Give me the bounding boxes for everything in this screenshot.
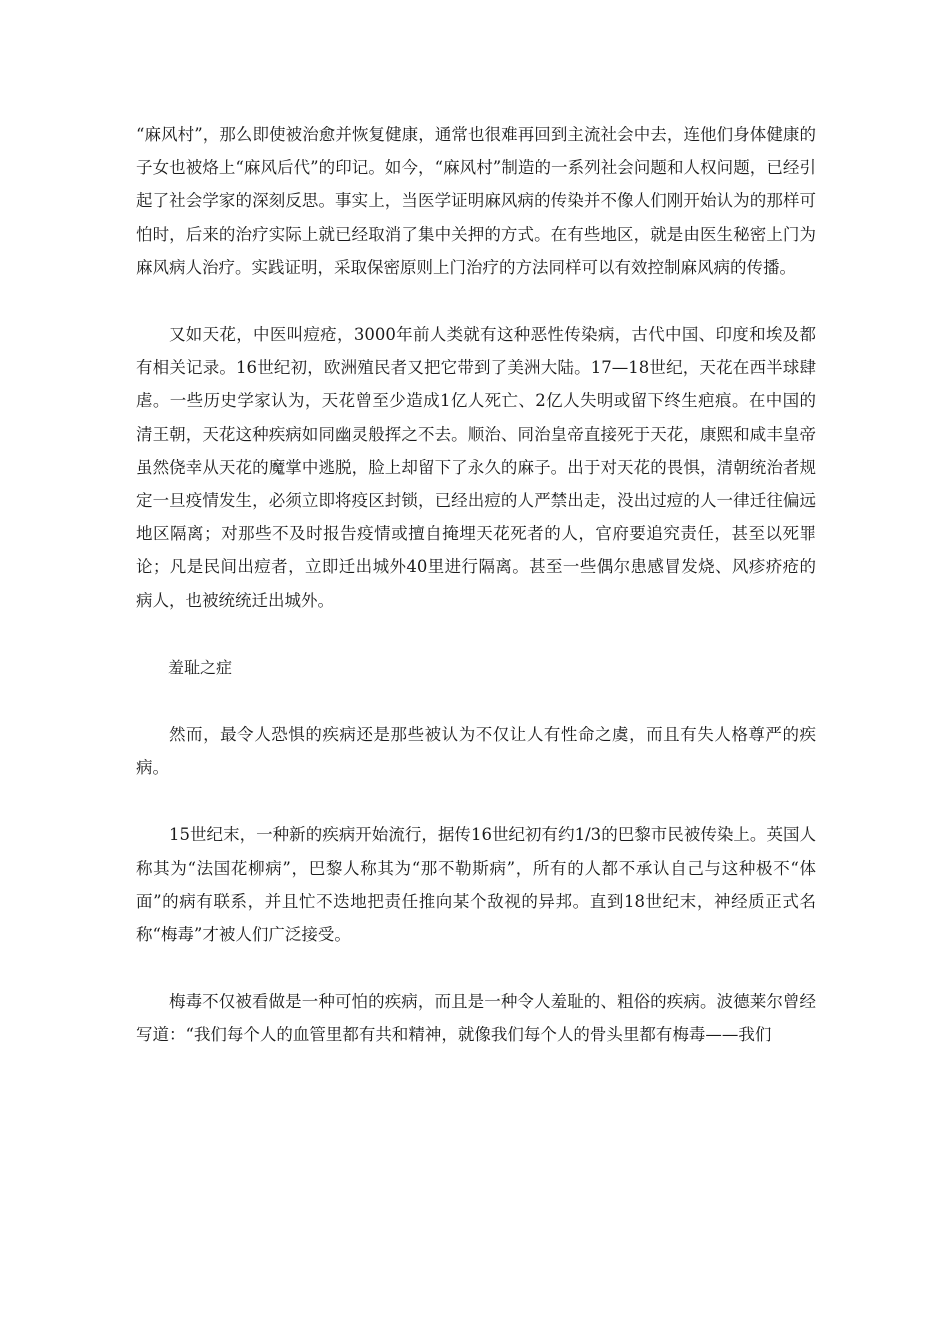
paragraph-smallpox: 又如天花，中医叫痘疮，3000年前人类就有这种恶性传染病，古代中国、印度和埃及都有相关记录。16世纪初，欧洲殖民者又把它带到了美洲大陆。17—18世纪，天花在西半球肆虐。一些历史学家认为，天花曾至少造成1亿人死亡、2亿人失明或留下终生疤痕。在中国的清王朝，天花这种疾病如同幽灵般挥之不去。顺治、同治皇帝直接死于天花，康熙和咸丰皇帝虽然侥幸从天花的魔掌中逃脱，脸上却留下了永久的麻子。出于对天花的畏惧，清朝统治者规定一旦疫情发生，必须立即将疫区封锁，已经出痘的人严禁出走，没出过痘的人一律迁往偏远地区隔离；对那些不及时报告疫情或擅自掩埋天花死者的人，官府要追究责任，甚至以死罪论；凡是民间出痘者，立即迁出城外40里进行隔离。甚至一些偶尔患感冒发烧、风疹疥疮的病人，也被统统迁出城外。	[136, 325, 816, 610]
document-body	[136, 118, 816, 1086]
paragraph-syphilis-origin: 15世纪末，一种新的疾病开始流行，据传16世纪初有约1/3的巴黎市民被传染上。英国人称其为“法国花柳病”，巴黎人称其为“那不勒斯病”，所有的人都不承认自己与这种极不“体面”的病有联系，并且忙不迭地把责任推向某个敌视的异邦。直到18世纪末，神经质正式名称“梅毒”才被人们广泛接受。	[136, 825, 816, 945]
paragraph-dignity-disease: 然而，最令人恐惧的疾病还是那些被认为不仅让人有性命之虞，而且有失人格尊严的疾病。	[136, 725, 816, 778]
section-heading-shame-disease: 羞耻之症	[168, 657, 233, 677]
paragraph-leprosy-village: “麻风村”，那么即使被治愈并恢复健康，通常也很难再回到主流社会中去，连他们身体健康的子女也被烙上“麻风后代”的印记。如今，“麻风村”制造的一系列社会问题和人权问题，已经引起了社会学家的深刻反思。事实上，当医学证明麻风病的传染并不像人们刚开始认为的那样可怕时，后来的治疗实际上就已经取消了集中关押的方式。在有些地区，就是由医生秘密上门为麻风病人治疗。实践证明，采取保密原则上门治疗的方法同样可以有效控制麻风病的传播。	[136, 125, 816, 277]
paragraph-syphilis-shame: 梅毒不仅被看做是一种可怕的疾病，而且是一种令人羞耻的、粗俗的疾病。波德莱尔曾经写道：“我们每个人的血管里都有共和精神，就像我们每个人的骨头里都有梅毒——我们	[136, 992, 816, 1045]
